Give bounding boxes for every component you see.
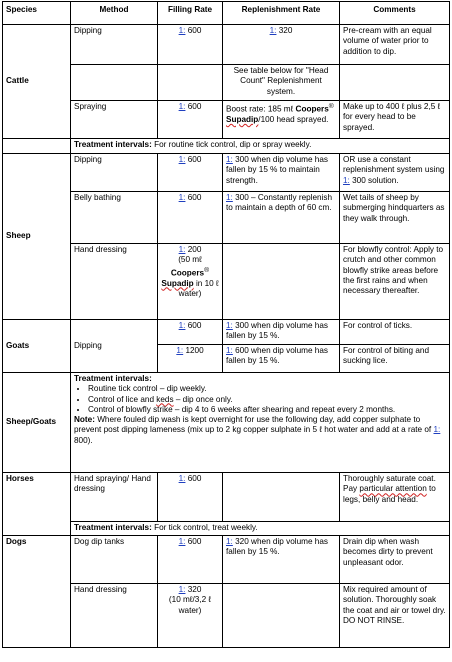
replenishment-cell: [223, 345, 340, 373]
see-table-note: See table below for "Head Count" Replenishment system.: [223, 65, 340, 101]
table-row: [3, 154, 450, 192]
species-sheep: Sheep: [3, 154, 71, 320]
table-row: [3, 473, 450, 522]
product-name: Supadip: [161, 278, 194, 288]
registered-mark: ®: [328, 103, 334, 110]
method-cell: Dipping: [71, 154, 158, 192]
list-text: keds: [156, 394, 174, 404]
rate-value: 320 when dip volume has fallen by 15 %.: [226, 537, 328, 557]
rate-value: 600: [185, 155, 202, 164]
rate-value: 600: [185, 26, 202, 35]
table-row: [3, 373, 450, 473]
comment-cell: Wet tails of sheep by submerging hindquarters as they walk through.: [340, 192, 450, 244]
table-row: [3, 25, 450, 65]
rate-value: 600: [185, 537, 202, 546]
comment-text: Thoroughly saturate coat.: [343, 474, 436, 483]
table-row: [3, 536, 450, 584]
table-row: [3, 192, 450, 244]
rate-value: 600: [185, 321, 202, 330]
table-row: [3, 584, 450, 648]
method-cell: Spraying: [71, 101, 158, 139]
method-cell: Belly bathing: [71, 192, 158, 244]
header-row: [3, 2, 450, 25]
rate-detail: in 10 ℓ water): [178, 278, 219, 298]
filling-rate-cell: [158, 244, 223, 320]
replenishment-cell: [223, 101, 340, 139]
filling-rate-cell: [158, 154, 223, 192]
rate-value: 1200: [183, 346, 204, 355]
ratio-prefix: 1:: [178, 321, 186, 330]
filling-rate-cell: [158, 345, 223, 373]
rate-value: 320: [185, 585, 202, 594]
method-cell: Dipping: [71, 320, 158, 373]
dip-rates-table: [2, 1, 450, 648]
header-filling-rate: Filling Rate: [158, 2, 223, 25]
brand-name: Coopers: [170, 268, 205, 278]
treatment-text: For tick control, treat weekly.: [151, 523, 258, 532]
rate-value: 300 when dip volume has fallen by 15 %.: [226, 321, 328, 341]
ratio-prefix: 1:: [226, 537, 233, 546]
ratio-prefix: 1:: [226, 155, 233, 164]
empty-cell: [223, 473, 340, 522]
comment-text: to legs, belly and head.: [343, 484, 436, 504]
ratio-prefix: 1:: [178, 474, 186, 483]
treatment-intervals: [71, 373, 450, 473]
rate-value: 320: [276, 26, 293, 35]
note-text: 800).: [74, 435, 93, 445]
ratio-prefix: 1:: [178, 245, 186, 254]
table-row: [3, 244, 450, 320]
table-row: [3, 65, 450, 101]
comment-cell: Mix required amount of solution. Thoroughly soak the coat and air or towel dry. DO NOT RINSE.: [340, 584, 450, 648]
brand-name: Coopers: [295, 104, 329, 114]
treatment-intervals: [71, 522, 450, 536]
table-row: [3, 522, 450, 536]
comment-cell: Pre-cream with an equal volume of water prior to addition to dip.: [340, 25, 450, 65]
ratio-prefix: 1:: [178, 102, 186, 111]
empty-cell: [71, 65, 158, 101]
species-horses: Horses: [3, 473, 71, 536]
method-cell: Hand spraying/ Hand dressing: [71, 473, 158, 522]
comment-text: OR use a constant replenishment system using: [343, 155, 445, 175]
ratio-prefix: 1:: [178, 585, 186, 594]
treatment-intervals: [71, 139, 450, 154]
ratio-prefix: 1:: [226, 321, 233, 330]
header-replenishment-rate: Replenishment Rate: [223, 2, 340, 25]
empty-cell: [223, 244, 340, 320]
rate-detail: (10 mℓ/3,2 ℓ water): [168, 595, 212, 615]
rate-value: 600 when dip volume has fallen by 15 %.: [226, 346, 328, 366]
empty-cell: [223, 584, 340, 648]
species-dogs: Dogs: [3, 536, 71, 648]
species-sheep-goats: Sheep/Goats: [3, 373, 71, 473]
ratio-prefix: 1:: [226, 346, 233, 355]
rep-text: /100 head sprayed.: [258, 115, 329, 125]
rate-value: 600: [185, 474, 202, 483]
method-cell: Dog dip tanks: [71, 536, 158, 584]
table-row: [3, 320, 450, 345]
rate-value: 300 – Constantly replenish to maintain a depth of 60 cm.: [226, 193, 333, 213]
comment-text: 300 solution.: [349, 175, 399, 185]
comment-text: particular attention: [359, 484, 427, 494]
comment-cell: Make up to 400 ℓ plus 2,5 ℓ for every head to be sprayed.: [340, 101, 450, 139]
replenishment-cell: [223, 192, 340, 244]
ratio-prefix: 1:: [178, 155, 186, 164]
replenishment-cell: [223, 154, 340, 192]
table-row: [3, 101, 450, 139]
comment-cell: For blowfly control: Apply to crutch and other common blowfly strike areas before the first rains and when necessary thereafter.: [340, 244, 450, 320]
list-item: • Control of blowfly strike – dip 4 to 6 weeks after shearing and repeat every 2 months.: [88, 405, 446, 415]
ratio-prefix: 1:: [343, 175, 350, 185]
ratio-prefix: 1:: [178, 193, 186, 202]
treatment-label: Treatment intervals:: [74, 523, 152, 532]
ratio-prefix: 1:: [433, 425, 441, 435]
ratio-prefix: 1:: [226, 193, 233, 202]
note-label: Note:: [74, 415, 95, 425]
registered-mark: ®: [204, 266, 210, 274]
list-text: Control of lice and: [88, 394, 157, 404]
rep-text: Boost rate: 185 mℓ: [226, 104, 296, 114]
filling-rate-cell: [158, 584, 223, 648]
replenishment-cell: [223, 536, 340, 584]
comment-cell: Drain dip when wash becomes dirty to prevent unpleasant odor.: [340, 536, 450, 584]
header-species: Species: [3, 2, 71, 25]
method-cell: Hand dressing: [71, 244, 158, 320]
ratio-prefix: 1:: [178, 26, 186, 35]
ratio-prefix: 1:: [269, 26, 277, 35]
empty-cell: [3, 139, 71, 154]
method-cell: Dipping: [71, 25, 158, 65]
list-item: [88, 395, 446, 405]
species-goats: Goats: [3, 320, 71, 373]
treatment-text: For routine tick control, dip or spray weekly.: [151, 140, 312, 149]
rate-value: 600: [185, 102, 202, 111]
filling-rate-cell: [158, 192, 223, 244]
ratio-prefix: 1:: [178, 537, 186, 546]
rate-value: 600: [185, 193, 202, 202]
note-text: Where fouled dip wash is kept overnight for use the following day, add copper sulphate to prevent post dipping lameness (mix up to 2 kg copper sulphate in 5 ℓ hot water and add at a rate of: [74, 415, 434, 435]
replenishment-cell: [223, 25, 340, 65]
empty-cell: [158, 65, 223, 101]
filling-rate-cell: [158, 473, 223, 522]
species-cattle: Cattle: [3, 25, 71, 139]
rate-value: 300 when dip volume has fallen by 15 % to maintain strength.: [226, 155, 328, 185]
treatment-label: Treatment intervals:: [74, 140, 152, 149]
header-method: Method: [71, 2, 158, 25]
filling-rate-cell: [158, 101, 223, 139]
product-name: Supadip: [226, 115, 259, 125]
comment-cell: For control of ticks.: [340, 320, 450, 345]
list-item: • Routine tick control – dip weekly.: [88, 384, 446, 394]
method-cell: Hand dressing: [71, 584, 158, 648]
filling-rate-cell: [158, 25, 223, 65]
comment-text: Pay: [343, 484, 360, 494]
empty-cell: [340, 65, 450, 101]
rate-value: 200: [185, 245, 202, 254]
ratio-prefix: 1:: [176, 346, 184, 355]
treatment-list: [76, 384, 446, 415]
filling-rate-cell: [158, 536, 223, 584]
comment-cell: [340, 473, 450, 522]
filling-rate-cell: [158, 320, 223, 345]
table-row: [3, 139, 450, 154]
rate-detail: (50 mℓ: [178, 255, 202, 265]
list-text: – dip once only.: [173, 394, 233, 404]
replenishment-cell: [223, 320, 340, 345]
treatment-label: Treatment intervals:: [74, 374, 152, 383]
comment-cell: For control of biting and sucking lice.: [340, 345, 450, 373]
comment-cell: [340, 154, 450, 192]
header-comments: Comments: [340, 2, 450, 25]
